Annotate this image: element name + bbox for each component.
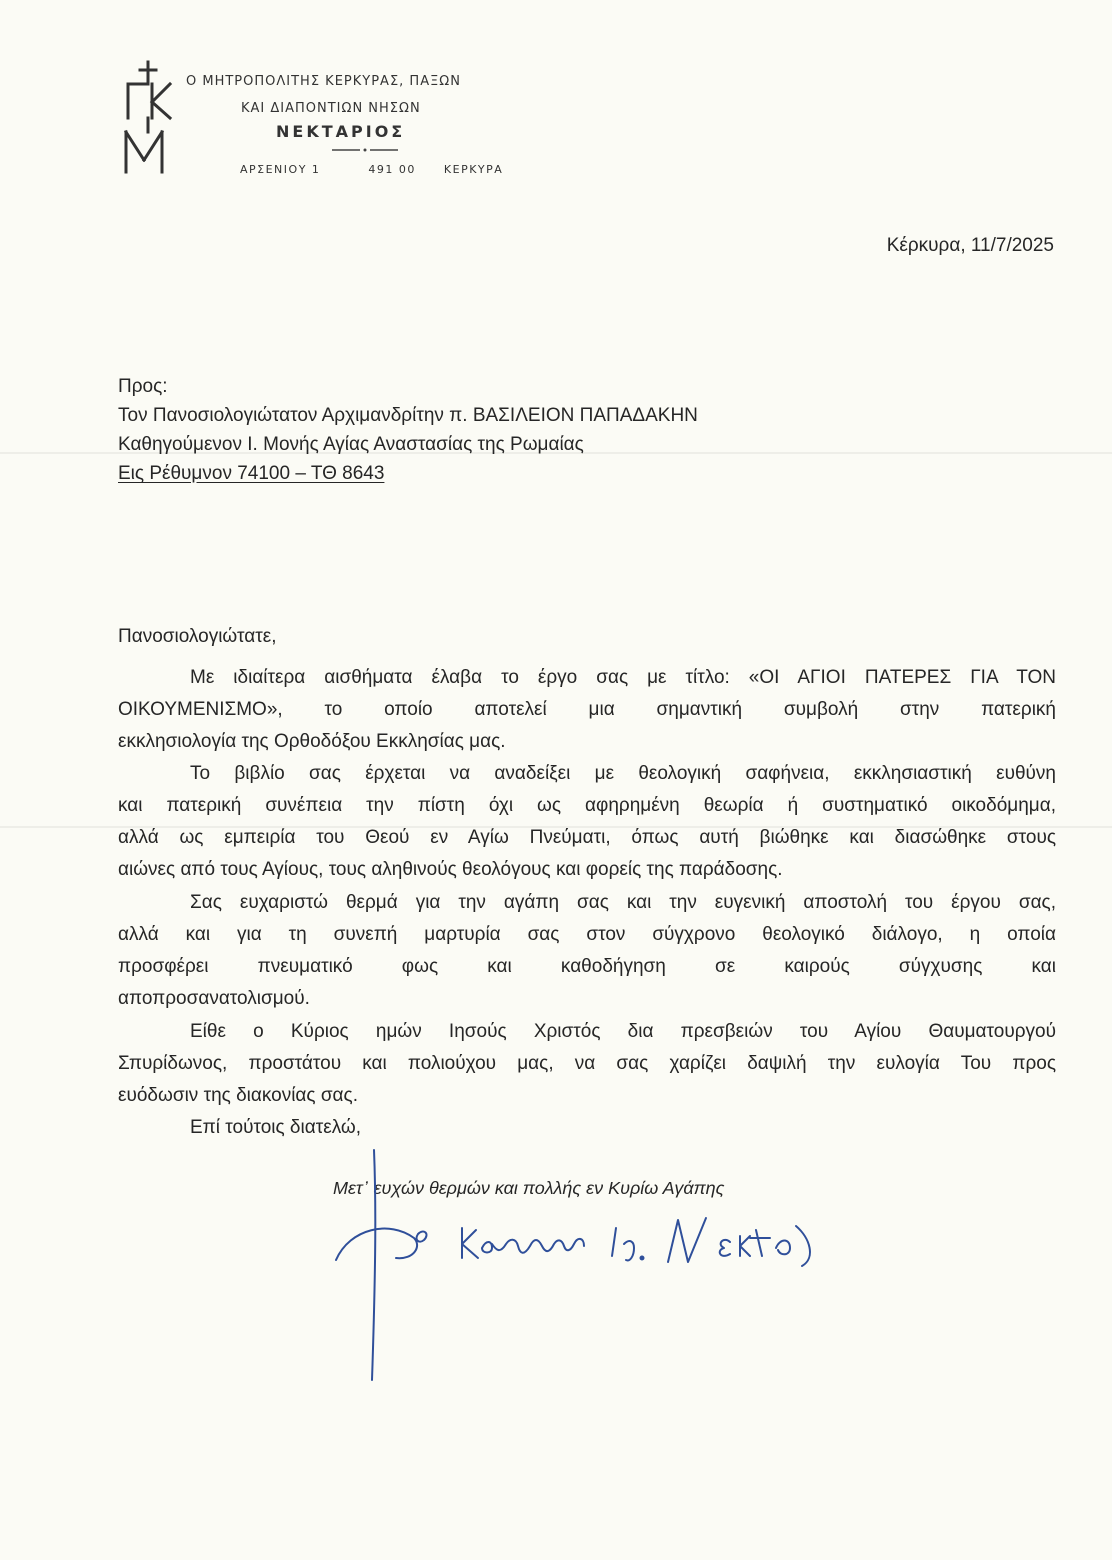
paragraph-line [118, 922, 1056, 948]
paragraph-2-line-3: αλλά ως εμπειρία του Θεού εν Αγίω Πνεύματι, όπως αυτή βιώθηκε και διασώθηκε στους [118, 827, 1056, 848]
paragraph-line [118, 697, 1056, 723]
monogram-emblem [118, 60, 178, 180]
paragraph-line [118, 793, 1056, 819]
paragraph-line [190, 761, 1056, 787]
paragraph-4-line-2: Σπυρίδωνος, προστάτου και πολιούχου μας, να σας χαρίζει δαψιλή την ευλογία Του προς [118, 1053, 1056, 1074]
paragraph-line [190, 890, 1056, 916]
paragraph-1-line-3: εκκλησιολογία της Ορθοδόξου Εκκλησίας μας. [118, 731, 506, 752]
address-zip: 491 00 [368, 163, 416, 176]
letterhead-address [240, 163, 503, 176]
paragraph-line [118, 1051, 1056, 1077]
paragraph-2-line-2: και πατερική συνέπεια την πίστη όχι ως αφηρημένη θεωρία ή συστηματικό οικοδόμημα, [118, 795, 1056, 816]
paragraph-2-line-4: αιώνες από τους Αγίους, τους αληθινούς θεολόγους και φορείς της παράδοσης. [118, 859, 783, 880]
letter-date: Κέρκυρα, 11/7/2025 [886, 235, 1054, 256]
letterhead-ornament [330, 145, 400, 155]
recipient-address: Εις Ρέθυμνον 74100 – ΤΘ 8643 [118, 463, 385, 484]
closing-phrase: Επί τούτοις διατελώ, [190, 1117, 362, 1138]
recipient-name: Τον Πανοσιολογιώτατον Αρχιμανδρίτην π. ΒΑΣΙΛΕΙΟΝ ΠΑΠΑΔΑΚΗΝ [118, 405, 698, 426]
letterhead-name: ΝΕΚΤΑΡΙΟΣ [276, 122, 406, 141]
paragraph-1-line-2: ΟΙΚΟΥΜΕΝΙΣΜΟ», το οποίο αποτελεί μια σημαντική συμβολή στην πατερική [118, 699, 1056, 720]
paragraph-3-line-2: αλλά και για τη συνεπή μαρτυρία σας στον σύγχρονο θεολογικό διάλογο, η οποία [118, 924, 1056, 945]
paragraph-4-line-1: Είθε ο Κύριος ημών Ιησούς Χριστός δια πρεσβειών του Αγίου Θαυματουργού [190, 1021, 1056, 1042]
paragraph-3-line-3: προσφέρει πνευματικό φως και καθοδήγηση σε καιρούς σύγχυσης και [118, 956, 1056, 977]
paragraph-1-line-1: Με ιδιαίτερα αισθήματα έλαβα το έργο σας με τίτλο: «ΟΙ ΑΓΙΟΙ ΠΑΤΕΡΕΣ ΓΙΑ ΤΟΝ [190, 667, 1056, 688]
recipient-title: Καθηγούμενον Ι. Μονής Αγίας Αναστασίας της Ρωμαίας [118, 434, 584, 455]
paragraph-line [118, 954, 1056, 980]
paragraph-3-line-1: Σας ευχαριστώ θερμά για την αγάπη σας και την ευγενική αποστολή του έργου σας, [190, 892, 1056, 913]
paragraph-line [190, 1019, 1056, 1045]
valediction: Μετ᾽ ευχών θερμών και πολλής εν Κυρίω Αγάπης [333, 1178, 725, 1198]
paragraph-line [118, 825, 1056, 851]
address-city: ΚΕΡΚΥΡΑ [443, 163, 504, 176]
handwritten-signature [330, 1140, 870, 1390]
paragraph-line [190, 665, 1056, 691]
letterhead-title: Ο ΜΗΤΡΟΠΟΛΙΤΗΣ ΚΕΡΚΥΡΑΣ, ΠΑΞΩΝ [186, 74, 461, 89]
address-street: ΑΡΣΕΝΙΟΥ 1 [240, 163, 321, 176]
recipient-label: Προς: [118, 376, 168, 397]
paragraph-2-line-1: Το βιβλίο σας έρχεται να αναδείξει με θεολογική σαφήνεια, εκκλησιαστική ευθύνη [190, 763, 1056, 784]
paragraph-4-line-3: ευόδωσιν της διακονίας σας. [118, 1085, 358, 1106]
paragraph-3-line-4: αποπροσανατολισμού. [118, 988, 310, 1009]
salutation: Πανοσιολογιώτατε, [118, 626, 277, 647]
letterhead-subtitle: ΚΑΙ ΔΙΑΠΟΝΤΙΩΝ ΝΗΣΩΝ [241, 101, 421, 116]
